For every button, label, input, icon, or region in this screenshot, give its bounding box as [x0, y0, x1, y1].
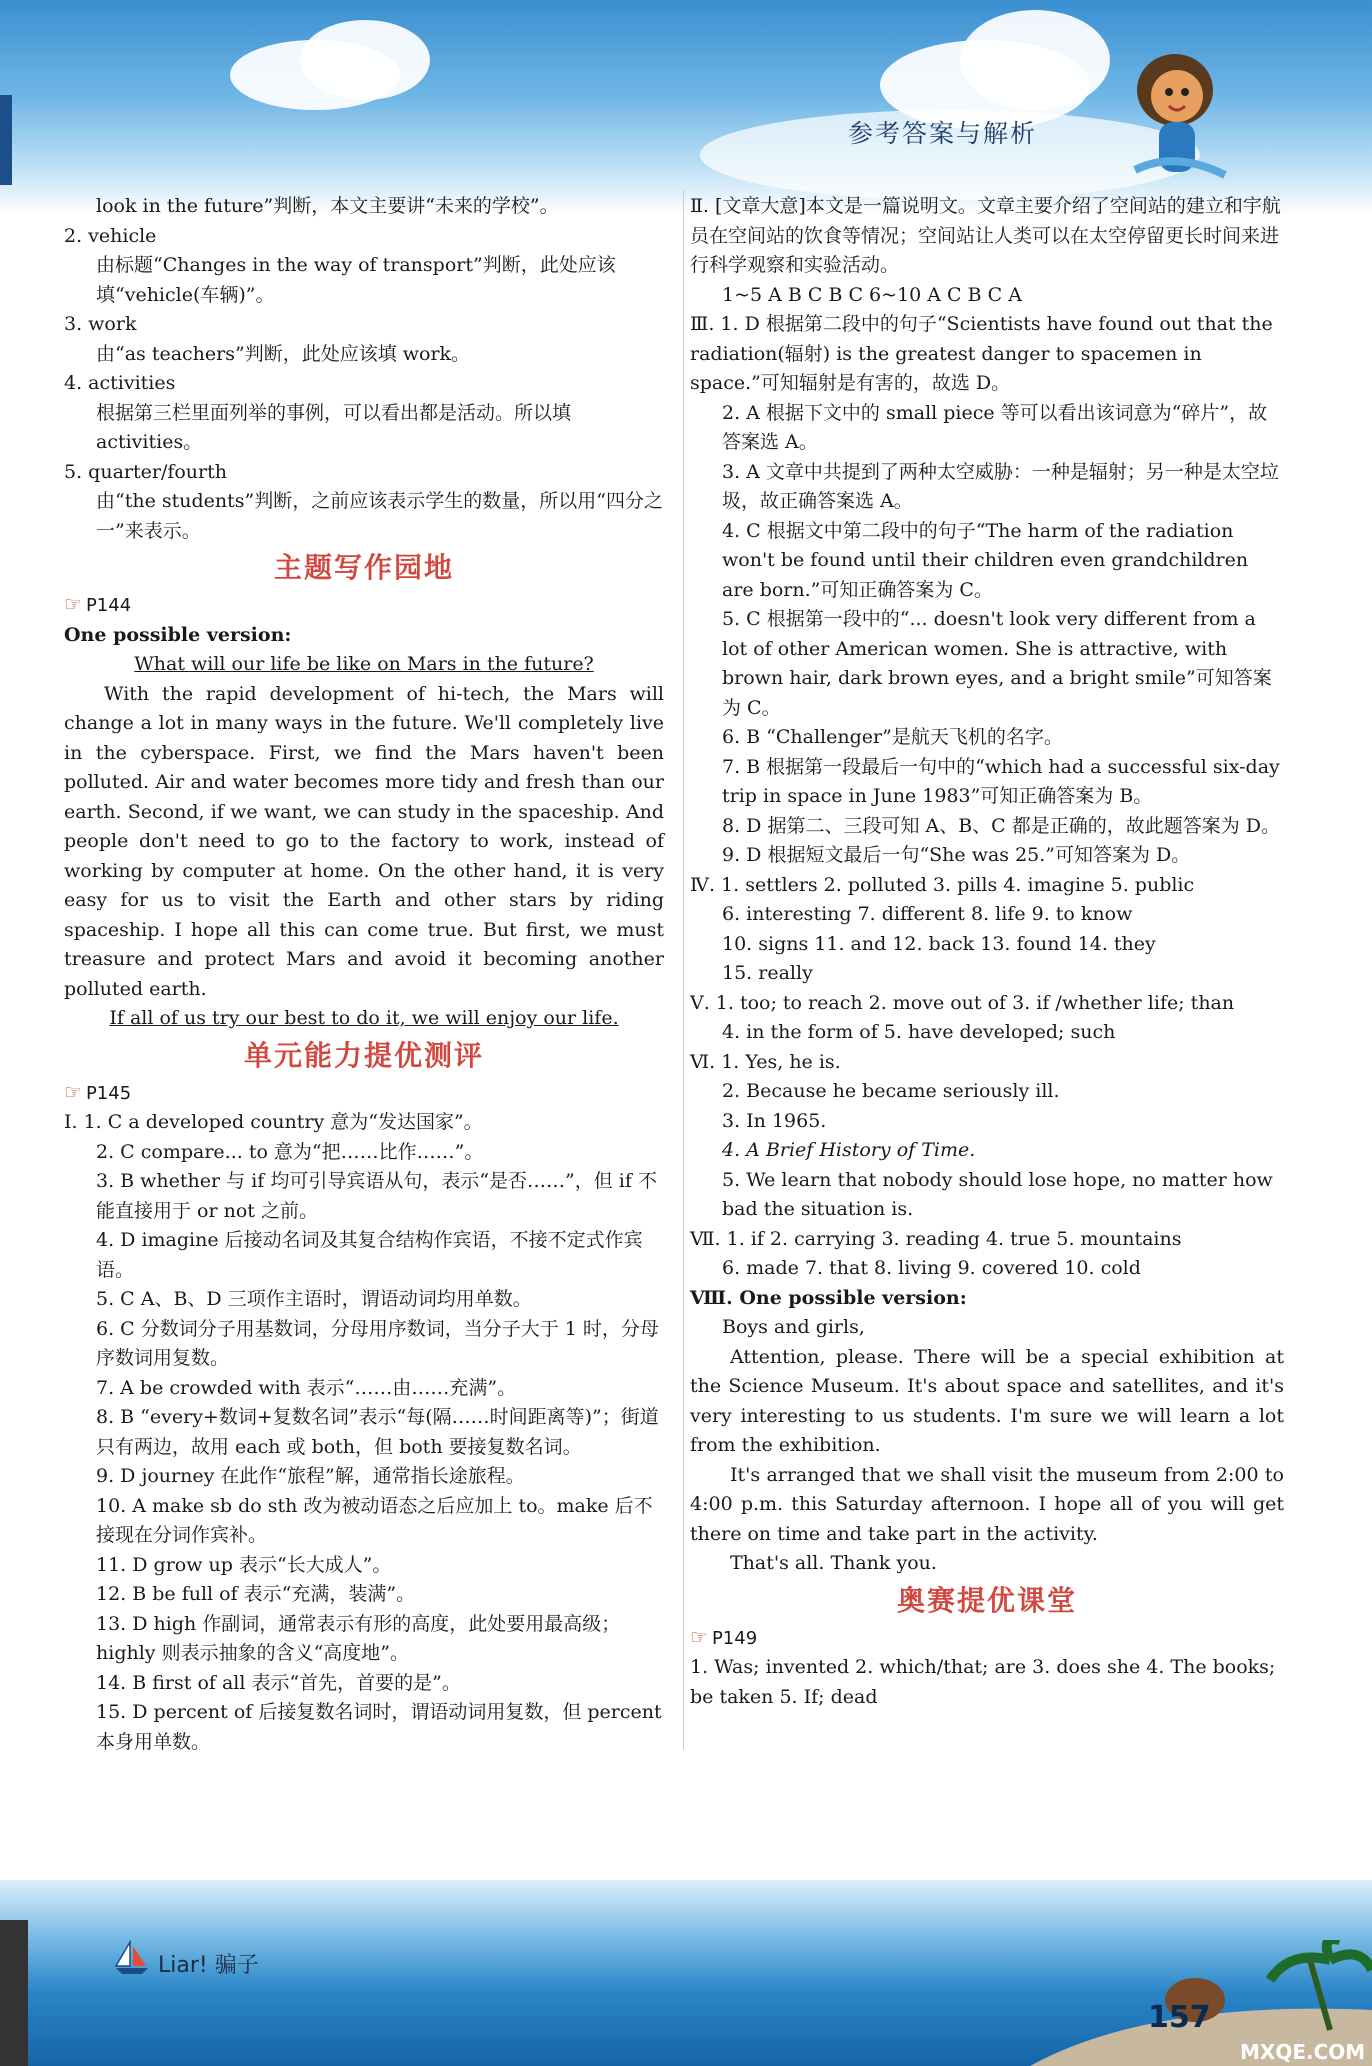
version-label: One possible version:	[64, 623, 292, 646]
section-title-writing: 主题写作园地	[273, 551, 454, 584]
answer-item: 5. C A、B、D 三项作主语时，谓语动词均用单数。	[96, 1288, 532, 1310]
answer-item: 10. A make sb do sth 改为被动语态之后应加上 to。make 后不接现在分词作宾补。	[96, 1494, 653, 1546]
essay-end: If all of us try our best to do it, we will enjoy our life.	[109, 1007, 619, 1029]
answer-item: Ⅴ. 1. too; to reach 2. move out of 3. if /whether life; than	[690, 991, 1235, 1014]
answer-item: 8. B “every+数词+复数名词”表示“每(隔……时间距离等)”；街道只有两边，故用 each 或 both，但 both 要接复数名词。	[96, 1406, 659, 1458]
header-left-bar	[0, 95, 12, 185]
answer-item: Ⅰ. 1. C a developed country 意为“发达国家”。	[64, 1111, 483, 1133]
answer-item: 9. D 根据短文最后一句“She was 25.”可知答案为 D。	[722, 844, 1191, 866]
sailboat-icon	[112, 1938, 152, 1978]
letter-greeting: Boys and girls,	[722, 1316, 865, 1338]
answer-item: 1~5 A B C B C 6~10 A C B C A	[722, 283, 1022, 306]
letter-paragraph: It's arranged that we shall visit the museum from 2:00 to 4:00 p.m. this Saturday afternoon. I hope all of you will get there on time and take part in the activity.	[690, 1463, 1284, 1545]
answer-item: 4. activities	[64, 372, 176, 394]
answer-item: Ⅳ. 1. settlers 2. polluted 3. pills 4. imagine 5. public	[690, 873, 1195, 896]
page-number: 157	[1148, 2000, 1211, 2035]
pointing-hand-icon: ☞	[64, 1079, 82, 1104]
section-title-test: 单元能力提优测评	[243, 1038, 484, 1072]
answer-item: Ⅶ. 1. if 2. carrying 3. reading 4. true 5. mountains	[690, 1227, 1182, 1250]
mascot-icon	[1115, 30, 1235, 190]
answer-item: 3. A 文章中共提到了两种太空威胁：一种是辐射；另一种是太空垃圾，故正确答案选 A。	[722, 460, 1279, 512]
answer-item: Ⅵ. 1. Yes, he is.	[690, 1050, 841, 1073]
answer-item: 6. C 分数词分子用基数词，分母用序数词，当分子大于 1 时，分母序数词用复数。	[96, 1317, 659, 1369]
header-title: 参考答案与解析	[848, 119, 1038, 148]
answer-item: 12. B be full of 表示“充满，装满”。	[96, 1583, 416, 1605]
right-column	[690, 192, 1284, 1712]
column-divider	[683, 190, 684, 1750]
text-line: 由标题“Changes in the way of transport”判断，此处应该填“vehicle(车辆)”。	[96, 254, 616, 306]
section-title-olympiad: 奥赛提优课堂	[896, 1583, 1077, 1617]
answer-item: 7. A be crowded with 表示“……由……充满”。	[96, 1376, 517, 1399]
answer-item: 2. vehicle	[64, 224, 157, 247]
answer-item: 3. B whether 与 if 均可引导宾语从句，表示“是否……”，但 if 不能直接用于 or not 之前。	[96, 1170, 657, 1222]
page-ref-label: P145	[85, 1082, 132, 1104]
answer-item: 2. A 根据下文中的 small piece 等可以看出该词意为“碎片”，故答案选 A。	[722, 401, 1268, 453]
text-line: 由“the students”判断，之前应该表示学生的数量，所以用“四分之一”来表示。	[96, 490, 663, 542]
pointing-hand-icon: ☞	[64, 592, 82, 616]
page-ref-label: P144	[85, 595, 132, 616]
answer-item: 2. Because he became seriously ill.	[722, 1080, 1060, 1102]
watermark: MXQE.COM	[1240, 2040, 1366, 2064]
version-label: Ⅷ. One possible version:	[690, 1286, 967, 1309]
answer-item: 1. Was; invented 2. which/that; are 3. does she 4. The books; be taken 5. If; dead	[690, 1656, 1276, 1708]
essay-title: What will our life be like on Mars in the future?	[134, 653, 594, 675]
letter-closing: That's all. Thank you.	[730, 1552, 937, 1574]
text-line: look in the future”判断，本文主要讲“未来的学校”。	[96, 195, 559, 217]
page-ref-label: P149	[711, 1627, 758, 1649]
answer-item: 6. made 7. that 8. living 9. covered 10. cold	[722, 1257, 1141, 1279]
answer-item: 5. C 根据第一段中的“... doesn't look very different from a lot of other American women. She is attractive, with brown hair, dark brown eyes, and a bright smile”可知答案为 C。	[722, 608, 1272, 719]
answer-item: 6. B “Challenger”是航天飞机的名字。	[722, 726, 1063, 748]
answer-item: 8. D 据第二、三段可知 A、B、C 都是正确的，故此题答案为 D。	[722, 814, 1281, 837]
page-ref	[64, 1078, 664, 1109]
pointing-hand-icon: ☞	[690, 1624, 708, 1649]
answer-item: 11. D grow up 表示“长大成人”。	[96, 1553, 392, 1576]
answer-item: 5. We learn that nobody should lose hope, no matter how bad the situation is.	[722, 1168, 1273, 1220]
footer-label: Liar! 骗子	[158, 1953, 259, 1978]
answer-item: 4. C 根据文中第二段中的句子“The harm of the radiation won't be found until their children even grandchildren are born.”可知正确答案为 C。	[722, 519, 1249, 601]
answer-item: 3. In 1965.	[722, 1109, 827, 1132]
letter-paragraph: Attention, please. There will be a special exhibition at the Science Museum. It's about space and satellites, and it's very interesting to us students. I'm sure we will learn a lot from the exhibition.	[690, 1345, 1284, 1456]
answer-item: 15. really	[722, 962, 813, 984]
answer-item: 2. C compare... to 意为“把……比作……”。	[96, 1140, 484, 1163]
answer-item: 7. B 根据第一段最后一句中的“which had a successful six-day trip in space in June 1983”可知正确答案为 B。	[722, 755, 1280, 807]
answer-item: 10. signs 11. and 12. back 13. found 14. they	[722, 932, 1156, 955]
page-ref	[690, 1623, 1284, 1654]
answer-item: 5. quarter/fourth	[64, 460, 228, 483]
footer-left-bar	[0, 1920, 28, 2066]
page-ref	[64, 590, 664, 621]
answer-item: 4. A Brief History of Time.	[722, 1139, 976, 1161]
answer-item: 4. in the form of 5. have developed; such	[722, 1021, 1116, 1043]
answer-item: 6. interesting 7. different 8. life 9. to know	[722, 903, 1133, 925]
essay-body: With the rapid development of hi-tech, the Mars will change a lot in many ways in the future. We'll completely live in the cyberspace. First, we find the Mars haven't been polluted. Air and water becomes more tidy and fresh than our earth. Second, if we want, we can study in the spaceship. And people don't need to go to the factory to work, instead of working by computer at home. On the other hand, it is very easy for us to visit the Earth and other stars by riding spaceship. I hope all this can come true. But first, we must treasure and protect Mars and avoid it becoming another polluted earth.	[64, 682, 664, 1000]
answer-item: Ⅲ. 1. D 根据第二段中的句子“Scientists have found out that the radiation(辐射) is the greatest danger to spacemen in space.”可知辐射是有害的，故选 D。	[690, 313, 1273, 394]
text-line: 由“as teachers”判断，此处应该填 work。	[96, 342, 471, 365]
answer-item: Ⅱ. [文章大意]本文是一篇说明文。文章主要介绍了空间站的建立和宇航员在空间站的饮食等情况；空间站让人类可以在太空停留更长时间来进行科学观察和实验活动。	[690, 195, 1281, 276]
left-column	[64, 192, 664, 1757]
text-line: 根据第三栏里面列举的事例，可以看出都是活动。所以填 activities。	[96, 401, 572, 453]
answer-item: 14. B first of all 表示“首先，首要的是”。	[96, 1671, 461, 1694]
answer-item: 4. D imagine 后接动名词及其复合结构作宾语，不接不定式作宾语。	[96, 1229, 643, 1281]
answer-item: 3. work	[64, 313, 137, 335]
answer-item: 13. D high 作副词，通常表示有形的高度，此处要用最高级；highly 则表示抽象的含义“高度地”。	[96, 1612, 621, 1664]
answer-item: 15. D percent of 后接复数名词时，谓语动词用复数，但 percent 本身用单数。	[96, 1701, 662, 1753]
answer-item: 9. D journey 在此作“旅程”解，通常指长途旅程。	[96, 1465, 525, 1487]
